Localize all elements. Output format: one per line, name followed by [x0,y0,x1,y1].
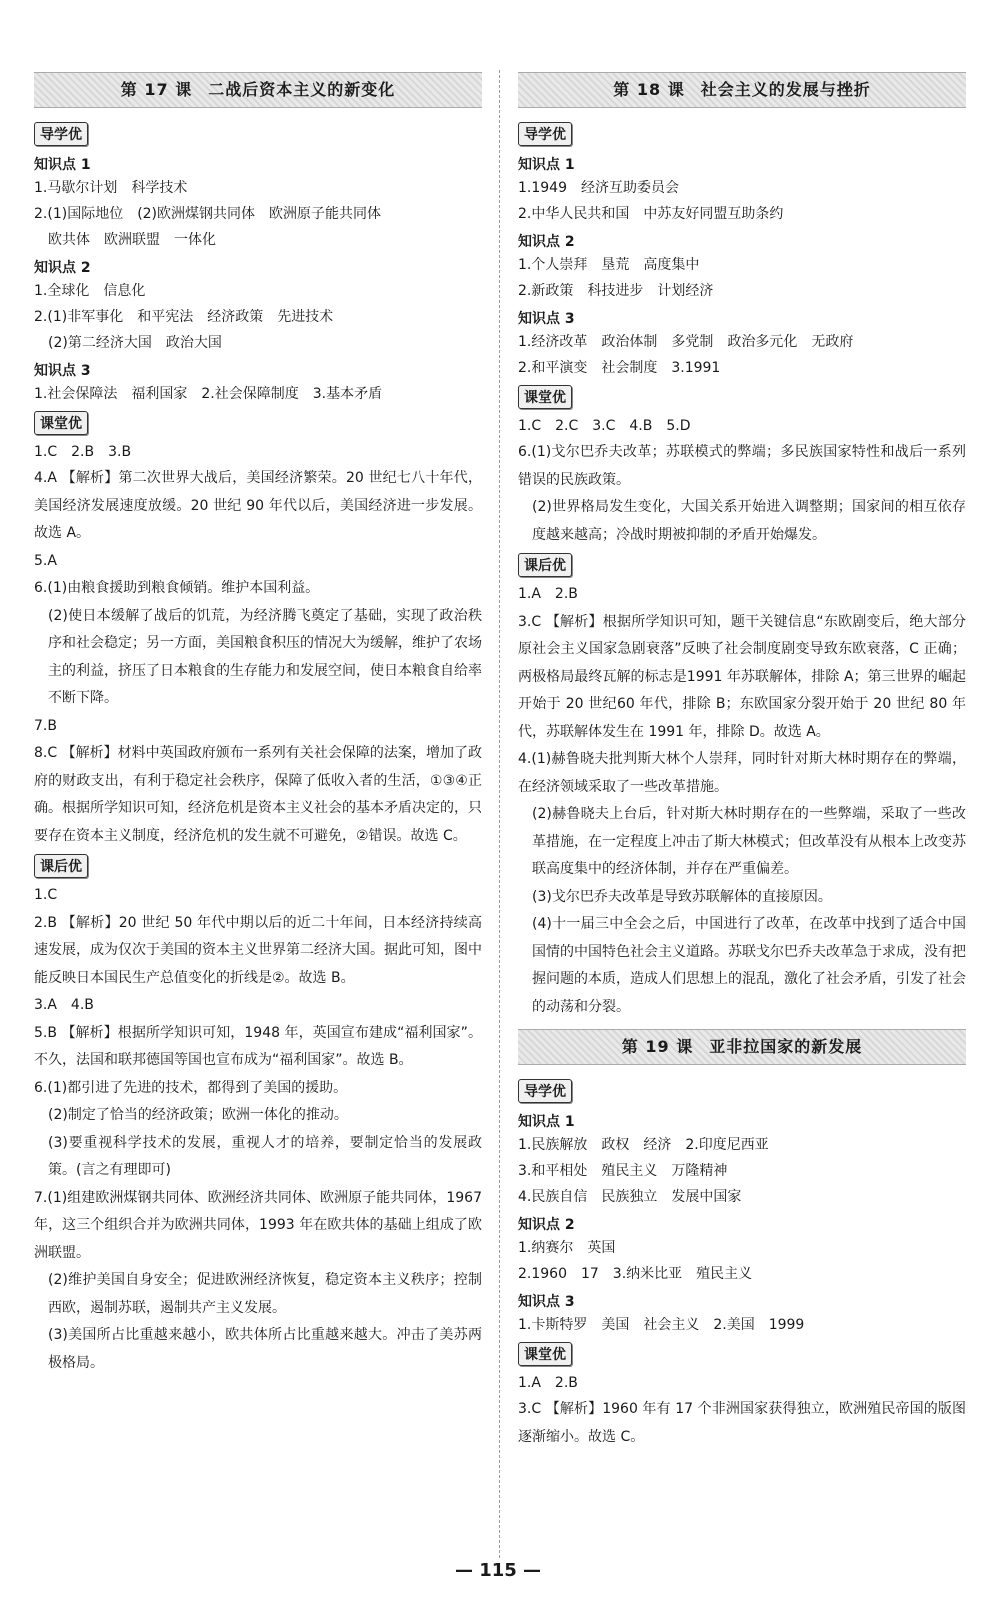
knowledge-point-heading: 知识点 2 [518,1217,575,1233]
answer-paragraph: (4)十一届三中全会之后，中国进行了改革，在改革中找到了适合中国国情的中国特色社会主义道路。苏联戈尔巴乔夫改革急于求成，没有把握问题的本质，造成人们思想上的混乱，激化了社会矛盾，引发了社会的动荡和分裂。 [532,916,966,1015]
knowledge-point-heading: 知识点 1 [518,157,575,173]
page-number: — 115 — [454,1560,542,1581]
answer-paragraph: 8.C 【解析】材料中英国政府颁布一系列有关社会保障的法案，增加了政府的财政支出，有利于稳定社会秩序，保障了低收入者的生活，①③④正确。根据所学知识可知，经济危机是资本主义社会的基本矛盾决定的，只要存在资本主义制度，经济危机的发生就不可避免，②错误。故选 C。 [34,745,482,844]
answer-paragraph: (2)使日本缓解了战后的饥荒，为经济腾飞奠定了基础，实现了政治秩序和社会稳定；另一方面，美国粮食积压的情况大为缓解，维护了农场主的利益，挤压了日本粮食的生存能力和发展空间，使日本粮食自给率不断下降。 [48,607,482,706]
section-tag-kehou: 课后优 [34,854,88,878]
answer-line: 1.卡斯特罗 美国 社会主义 2.美国 1999 [518,1317,805,1333]
section-tag-ketang: 课堂优 [518,385,572,409]
answer-paragraph: 6.(1)都引进了先进的技术，都得到了美国的援助。 [34,1079,348,1096]
answer-paragraph: 3.A 4.B [34,997,94,1013]
answer-line: 1.马歇尔计划 科学技术 [34,180,188,196]
answer-paragraph: 6.(1)戈尔巴乔夫改革；苏联模式的弊端；多民族国家特性和战后一系列错误的民族政策。 [518,444,966,488]
answer-line: 2.和平演变 社会制度 3.1991 [518,360,721,376]
knowledge-point-heading: 知识点 2 [518,234,575,250]
lesson-number: 第 17 课 [120,80,193,99]
answer-paragraph: 1.A 2.B [518,586,578,602]
section-tag-daoxue: 导学优 [518,122,572,146]
section-tag-daoxue: 导学优 [518,1079,572,1103]
knowledge-point-heading: 知识点 1 [518,1114,575,1130]
answer-line: (2)第二经济大国 政治大国 [34,335,222,351]
answer-paragraph: (2)世界格局发生变化，大国关系开始进入调整期；国家间的相互依存度越来越高；冷战时期被抑制的矛盾开始爆发。 [532,499,966,543]
answer-line: 欧共体 欧洲联盟 一体化 [34,232,216,248]
answer-paragraph: 4.A 【解析】第二次世界大战后，美国经济繁荣。20 世纪七八十年代，美国经济发展速度放缓。20 世纪 90 年代以后，美国经济进一步发展。故选 A。 [34,470,482,541]
answer-paragraph: 2.B 【解析】20 世纪 50 年代中期以后的近二十年间，日本经济持续高速发展，成为仅次于美国的资本主义世界第二经济大国。据此可知，图中能反映日本国民生产总值变化的折线是②。故选 B。 [34,914,482,986]
answer-paragraph: 7.B [34,717,57,734]
knowledge-point-heading: 知识点 1 [34,157,91,173]
lesson-title: 社会主义的发展与挫折 [700,80,871,99]
answer-paragraph: 1.C [34,887,58,903]
section-tag-ketang: 课堂优 [518,1342,572,1366]
answer-line: 1.C 2.B 3.B [34,444,132,460]
answer-line: 1.C 2.C 3.C 4.B 5.D [518,418,691,434]
answer-paragraph: (2)维护美国自身安全；促进欧洲经济恢复，稳定资本主义秩序；控制西欧，遏制苏联，遏制共产主义发展。 [48,1272,482,1316]
answer-paragraph: 3.C 【解析】根据所学知识可知，题干关键信息“东欧剧变后，绝大部分原社会主义国家急剧衰落”反映了社会制度剧变导致东欧衰落，C 正确；两极格局最终瓦解的标志是1991 年苏联解体，排除 A；第三世界的崛起开始于 20 世纪60 年代，排除 B；东欧国家分裂开始于 20 世纪 80 年代，苏联解体发生在 1991 年，排除 D。故选 A。 [518,613,966,740]
knowledge-point-heading: 知识点 3 [34,363,91,379]
answer-line: 1.A 2.B [518,1375,578,1391]
lesson-18-banner [518,72,966,108]
knowledge-point-heading: 知识点 2 [34,260,91,276]
knowledge-point-heading: 知识点 3 [518,1294,575,1310]
answer-paragraph: 6.(1)由粮食援助到粮食倾销。维护本国利益。 [34,580,320,596]
answer-line: 1.纳赛尔 英国 [518,1240,616,1256]
right-column [518,72,966,1451]
knowledge-point-heading: 知识点 3 [518,311,575,327]
answer-paragraph: (2)制定了恰当的经济政策；欧洲一体化的推动。 [48,1107,348,1123]
answer-line: 4.民族自信 民族独立 发展中国家 [518,1189,742,1205]
answer-paragraph: 3.C 【解析】1960 年有 17 个非洲国家获得独立，欧洲殖民帝国的版图逐渐缩小。故选 C。 [518,1401,966,1445]
answer-paragraph: (2)赫鲁晓夫上台后，针对斯大林时期存在的一些弊端，采取了一些改革措施，在一定程度上冲击了斯大林模式；但改革没有从根本上改变苏联高度集中的经济体制，并存在严重偏差。 [532,806,966,877]
lesson-title: 亚非拉国家的新发展 [709,1037,863,1056]
answer-line: 1.民族解放 政权 经济 2.印度尼西亚 [518,1137,769,1153]
lesson-number: 第 18 课 [613,80,685,99]
column-divider [499,70,500,1558]
answer-line: 2.(1)非军事化 和平宪法 经济政策 先进技术 [34,309,334,325]
answer-line: 2.新政策 科技进步 计划经济 [518,283,714,299]
answer-line: 1.个人崇拜 垦荒 高度集中 [518,257,700,273]
section-tag-daoxue: 导学优 [34,122,88,146]
answer-line: 1.社会保障法 福利国家 2.社会保障制度 3.基本矛盾 [34,386,383,402]
answer-paragraph: 5.B 【解析】根据所学知识可知，1948 年，英国宣布建成“福利国家”。不久，法国和联邦德国等国也宣布成为“福利国家”。故选 B。 [34,1024,482,1068]
answer-paragraph: 7.(1)组建欧洲煤钢共同体、欧洲经济共同体、欧洲原子能共同体，1967 年，这三个组织合并为欧洲共同体，1993 年在欧共体的基础上组成了欧洲联盟。 [34,1189,482,1261]
answer-line: 1.经济改革 政治体制 多党制 政治多元化 无政府 [518,334,854,350]
answer-line: 3.和平相处 殖民主义 万隆精神 [518,1163,728,1179]
answer-line: 2.(1)国际地位 (2)欧洲煤钢共同体 欧洲原子能共同体 [34,206,382,222]
answer-paragraph: (3)美国所占比重越来越小，欧共体所占比重越来越大。冲击了美苏两极格局。 [48,1327,482,1371]
answer-paragraph: 4.(1)赫鲁晓夫批判斯大林个人崇拜，同时针对斯大林时期存在的弊端，在经济领域采取了一些改革措施。 [518,751,966,795]
answer-paragraph: 5.A [34,552,57,569]
lesson-title: 二战后资本主义的新变化 [208,80,396,99]
lesson-number: 第 19 课 [621,1037,694,1056]
answer-line: 2.1960 17 3.纳米比亚 殖民主义 [518,1266,753,1282]
section-tag-kehou: 课后优 [518,553,572,577]
answer-line: 1.1949 经济互助委员会 [518,180,679,196]
section-tag-ketang: 课堂优 [34,411,88,435]
answer-paragraph: (3)要重视科学技术的发展，重视人才的培养，要制定恰当的发展政策。(言之有理即可) [48,1134,482,1178]
lesson-19-banner [518,1029,966,1065]
answer-paragraph: (3)戈尔巴乔夫改革是导致苏联解体的直接原因。 [532,888,832,905]
answer-line: 2.中华人民共和国 中苏友好同盟互助条约 [518,206,784,222]
left-column [34,72,482,1377]
answer-line: 1.全球化 信息化 [34,283,146,299]
lesson-17-banner [34,72,482,108]
